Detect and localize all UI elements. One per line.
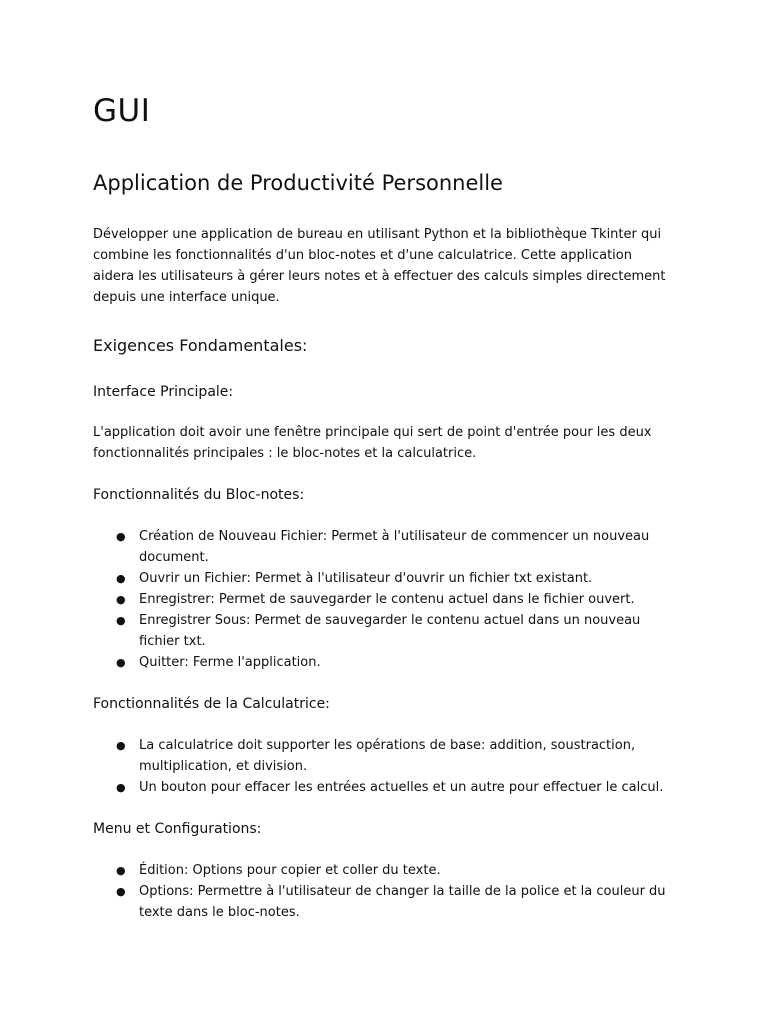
bullet-icon: ● xyxy=(116,530,126,543)
list-item xyxy=(93,735,673,777)
list-item-text: Édition: Options pour copier et coller du texte. xyxy=(139,863,441,878)
calculator-heading: Fonctionnalités de la Calculatrice: xyxy=(93,696,330,712)
bullet-icon: ● xyxy=(116,593,126,606)
bullet-icon: ● xyxy=(116,885,126,898)
list-item xyxy=(93,881,673,923)
list-item-text: Quitter: Ferme l'application. xyxy=(139,655,321,670)
list-item xyxy=(93,589,673,610)
bullet-icon: ● xyxy=(116,781,126,794)
list-item-text: Enregistrer Sous: Permet de sauvegarder le contenu actuel dans un nouveau fichier txt. xyxy=(139,613,641,649)
bullet-icon: ● xyxy=(116,572,126,585)
list-item xyxy=(93,860,673,881)
calculator-feature-list xyxy=(93,735,673,798)
bullet-icon: ● xyxy=(116,739,126,752)
list-item xyxy=(93,777,673,798)
list-item xyxy=(93,652,673,673)
notepad-heading: Fonctionnalités du Bloc-notes: xyxy=(93,487,305,503)
document-title: GUI xyxy=(93,93,151,129)
requirements-heading: Exigences Fondamentales: xyxy=(93,336,308,355)
intro-paragraph: Développer une application de bureau en utilisant Python et la bibliothèque Tkinter qui combine les fonctionnalités d'un bloc-notes et d'une calculatrice. Cette application aidera les utilisateurs à gérer leurs notes et à effectuer des calculs simples directement depuis une interface unique. xyxy=(93,227,666,305)
document-subtitle: Application de Productivité Personnelle xyxy=(93,171,503,195)
bullet-icon: ● xyxy=(116,614,126,627)
menu-feature-list xyxy=(93,860,673,923)
list-item-text: Un bouton pour effacer les entrées actuelles et un autre pour effectuer le calcul. xyxy=(139,780,664,795)
document-content xyxy=(93,88,673,923)
list-item-text: Enregistrer: Permet de sauvegarder le contenu actuel dans le fichier ouvert. xyxy=(139,592,635,607)
bullet-icon: ● xyxy=(116,656,126,669)
interface-heading: Interface Principale: xyxy=(93,384,234,400)
list-item xyxy=(93,568,673,589)
bullet-icon: ● xyxy=(116,864,126,877)
notepad-feature-list xyxy=(93,526,673,673)
list-item xyxy=(93,526,673,568)
menu-heading: Menu et Configurations: xyxy=(93,821,262,837)
list-item-text: Ouvrir un Fichier: Permet à l'utilisateur d'ouvrir un fichier txt existant. xyxy=(139,571,593,586)
interface-paragraph: L'application doit avoir une fenêtre principale qui sert de point d'entrée pour les deux fonctionnalités principales : le bloc-notes et la calculatrice. xyxy=(93,425,652,461)
list-item xyxy=(93,610,673,652)
list-item-text: Création de Nouveau Fichier: Permet à l'utilisateur de commencer un nouveau document. xyxy=(139,529,650,565)
list-item-text: Options: Permettre à l'utilisateur de changer la taille de la police et la couleur du texte dans le bloc-notes. xyxy=(139,884,666,920)
list-item-text: La calculatrice doit supporter les opérations de base: addition, soustraction, multiplication, et division. xyxy=(139,738,636,774)
